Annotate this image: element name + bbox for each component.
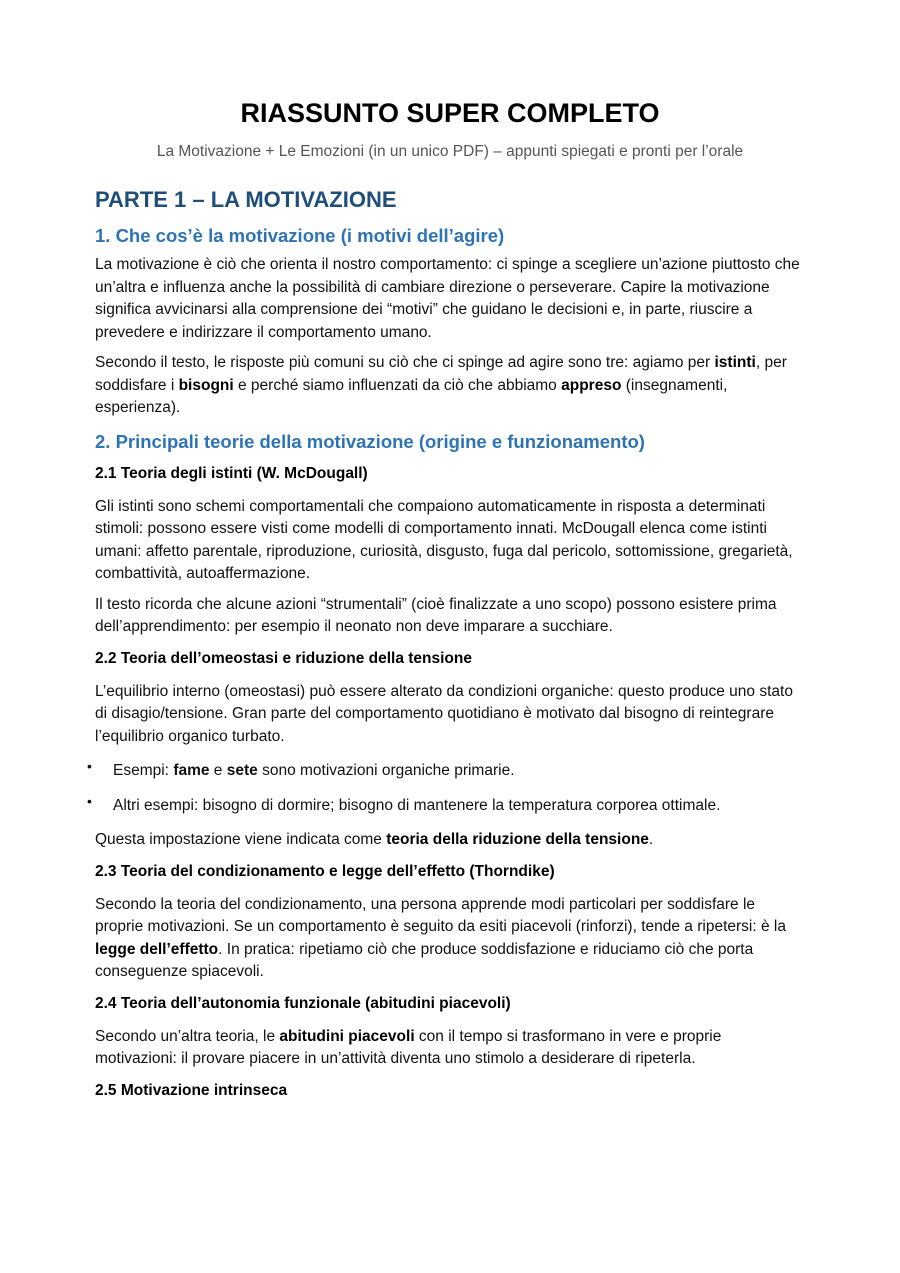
text-run: Altri esempi: bisogno di dormire; bisogno di mantenere la temperatura corporea ottimale.	[113, 796, 721, 814]
text-run: e perché siamo influenzati da ciò che abbiamo	[233, 376, 562, 394]
subsection-2-3-heading: 2.3 Teoria del condizionamento e legge dell’effetto (Thorndike)	[95, 862, 555, 880]
subsection-2-4-paragraph-1	[95, 1026, 805, 1071]
bold-term-abitudini-piacevoli: abitudini piacevoli	[279, 1027, 415, 1045]
section-1-heading: 1. Che cos’è la motivazione (i motivi dell’agire)	[95, 225, 505, 246]
text-run: Esempi:	[113, 762, 174, 779]
text-run: .	[648, 831, 654, 848]
subsection-2-2-heading: 2.2 Teoria dell’omeostasi e riduzione della tensione	[95, 649, 472, 667]
examples-list	[87, 758, 805, 817]
subsection-2-4-heading: 2.4 Teoria dell’autonomia funzionale (abitudini piacevoli)	[95, 994, 511, 1012]
text-run: Secondo il testo, le risposte più comuni su ciò che ci spinge ad agire sono tre: agiamo per	[95, 354, 715, 371]
section-1-paragraph-1: La motivazione è ciò che orienta il nostro comportamento: ci spinge a scegliere un’azione piuttosto che un’altra e influenza anche la possibilità di cambiare direzione o perseverare. Capire la motivazione significa avvicinarsi alla comprensione dei “motivi” che guidano le decisioni e, in parte, riuscire a prevedere e indirizzare il comportamento umano.	[95, 256, 800, 341]
subsection-2-5-heading: 2.5 Motivazione intrinseca	[95, 1081, 288, 1099]
bold-term-fame: fame	[173, 762, 210, 779]
text-run: Questa impostazione viene indicata come	[95, 831, 387, 848]
text-run: Secondo un’altra teoria, le	[95, 1027, 280, 1045]
part-1-heading: PARTE 1 – LA MOTIVAZIONE	[95, 187, 397, 212]
text-run: Secondo la teoria del condizionamento, una persona apprende modi particolari per soddisfare le proprie motivazioni. Se un comportamento è seguito da esiti piacevoli (rinforzi), tende a ripetersi: è la	[95, 895, 786, 935]
bold-term-riduzione-tensione: teoria della riduzione della tensione	[386, 831, 649, 848]
section-2-heading: 2. Principali teorie della motivazione (origine e funzionamento)	[95, 430, 645, 452]
bold-term-istinti: istinti	[714, 354, 756, 371]
text-run: , per soddisfare i	[95, 354, 787, 394]
list-item	[87, 792, 805, 818]
bullet-icon: •	[87, 792, 92, 809]
bold-term-appreso: appreso	[561, 376, 622, 394]
bold-term-legge-effetto: legge dell’effetto	[95, 940, 219, 958]
bullet-icon: •	[87, 758, 92, 774]
bold-term-bisogni: bisogni	[178, 376, 234, 394]
text-run: sono motivazioni organiche primarie.	[257, 762, 515, 779]
subsection-2-1-paragraph-1: Gli istinti sono schemi comportamentali che compaiono automaticamente in risposta a determinati stimoli: possono essere visti come modelli di comportamento innati. McDougall elenca come istinti umani: affetto parentale, riproduzione, curiosità, disgusto, fuga dal pericolo, sottomissione, gregarietà, combattività, autoaffermazione.	[95, 497, 793, 582]
text-run: con il tempo si trasformano in vere e proprie motivazioni: il provare piacere in un’attività diventa uno stimolo a desiderare di ripeterla.	[95, 1027, 722, 1067]
subsection-2-1-heading: 2.1 Teoria degli istinti (W. McDougall)	[95, 464, 368, 482]
text-run: . In pratica: ripetiamo ciò che produce soddisfazione e riduciamo ciò che porta conseguenze spiacevoli.	[95, 940, 754, 980]
document-title: RIASSUNTO SUPER COMPLETO	[240, 98, 660, 128]
text-run: (insegnamenti, esperienza).	[95, 376, 728, 416]
bold-term-sete: sete	[226, 762, 258, 779]
list-item	[87, 758, 805, 783]
subsection-2-2-paragraph-1: L’equilibrio interno (omeostasi) può essere alterato da condizioni organiche: questo produce uno stato di disagio/tensione. Gran parte del comportamento quotidiano è motivato dal bisogno di reintegrare l’equilibrio organico turbato.	[95, 682, 793, 745]
subsection-2-2-paragraph-2	[95, 829, 805, 852]
text-run: e	[209, 762, 227, 779]
subsection-2-3-paragraph-1	[95, 894, 805, 984]
subsection-2-1-paragraph-2: Il testo ricorda che alcune azioni “strumentali” (cioè finalizzate a uno scopo) possono esistere prima dell’apprendimento: per esempio il neonato non deve imparare a succhiare.	[95, 595, 777, 635]
document-subtitle: La Motivazione + Le Emozioni (in un unico PDF) – appunti spiegati e pronti per l’orale	[156, 143, 744, 160]
section-1-paragraph-2	[95, 352, 805, 420]
